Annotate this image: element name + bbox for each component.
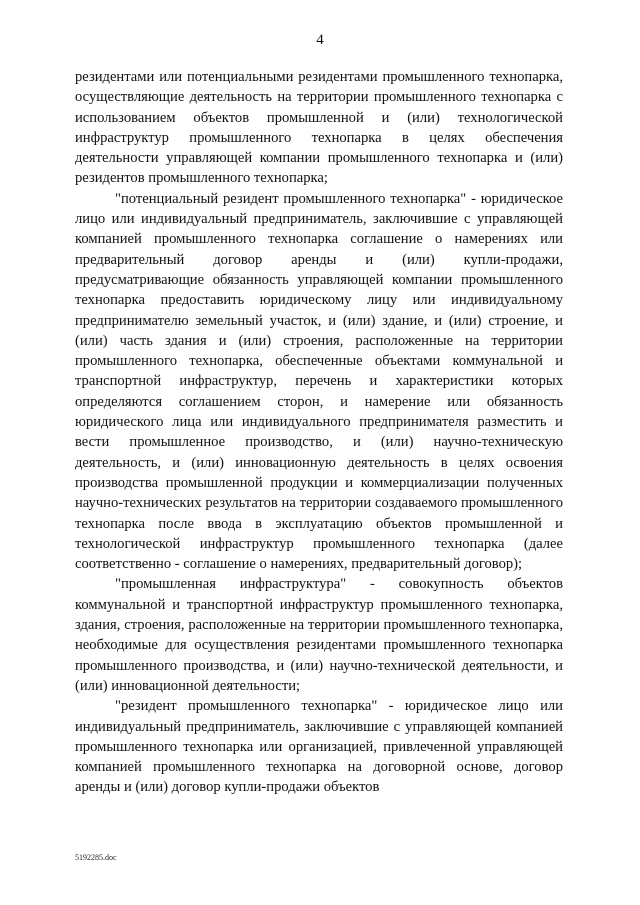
paragraph-resident-definition: "резидент промышленного технопарка" - юридическое лицо или индивидуальный предприниматель, заключившие с управляющей компанией промышленного технопарка или организацией, привлеченной управляющей компанией промышленного технопарка на договорной основе, договор аренды и (или) договор купли-продажи объектов: [75, 698, 563, 796]
document-filename: 5192285.doc: [75, 853, 117, 862]
document-body: [75, 67, 563, 798]
paragraph-continuation: резидентами или потенциальными резидентами промышленного технопарка, осуществляющие деятельность на территории промышленного технопарка с использованием объектов промышленной и (или) технологической инфраструктур промышленного технопарка в целях обеспечения деятельности управляющей компании промышленного технопарка и (или) резидентов промышленного технопарка;: [75, 69, 563, 187]
paragraph-industrial-infrastructure-definition: "промышленная инфраструктура" - совокупность объектов коммунальной и транспортной инфраструктур промышленного технопарка, здания, строения, расположенные на территории промышленного технопарка, необходимые для осуществления резидентами промышленного технопарка промышленного производства, и (или) научно-технической деятельности, и (или) инновационной деятельности;: [75, 576, 563, 694]
page-number: 4: [316, 32, 324, 48]
paragraph-potential-resident-definition: "потенциальный резидент промышленного технопарка" - юридическое лицо или индивидуальный предприниматель, заключившие с управляющей компанией промышленного технопарка соглашение о намерениях или предварительный договор аренды и (или) купли-продажи, предусматривающие обязанность управляющей компании промышленного технопарка предоставить юридическому лицу или индивидуальному предпринимателю земельный участок, и (или) здание, и (или) строение, и (или) часть здания и (или) строения, расположенные на территории промышленного технопарка, обеспеченные объектами коммунальной и транспортной инфраструктур, перечень и характеристики которых определяются соглашением сторон, и намерение или обязанность юридического лица или индивидуального предпринимателя разместить и вести промышленное производство, и (или) научно-техническую деятельность, и (или) инновационную деятельность в целях освоения производства промышленной продукции и коммерциализации полученных научно-технических результатов на территории создаваемого промышленного технопарка после ввода в эксплуатацию объектов промышленной и технологической инфраструктур промышленного технопарка (далее соответственно - соглашение о намерениях, предварительный договор);: [75, 190, 563, 573]
